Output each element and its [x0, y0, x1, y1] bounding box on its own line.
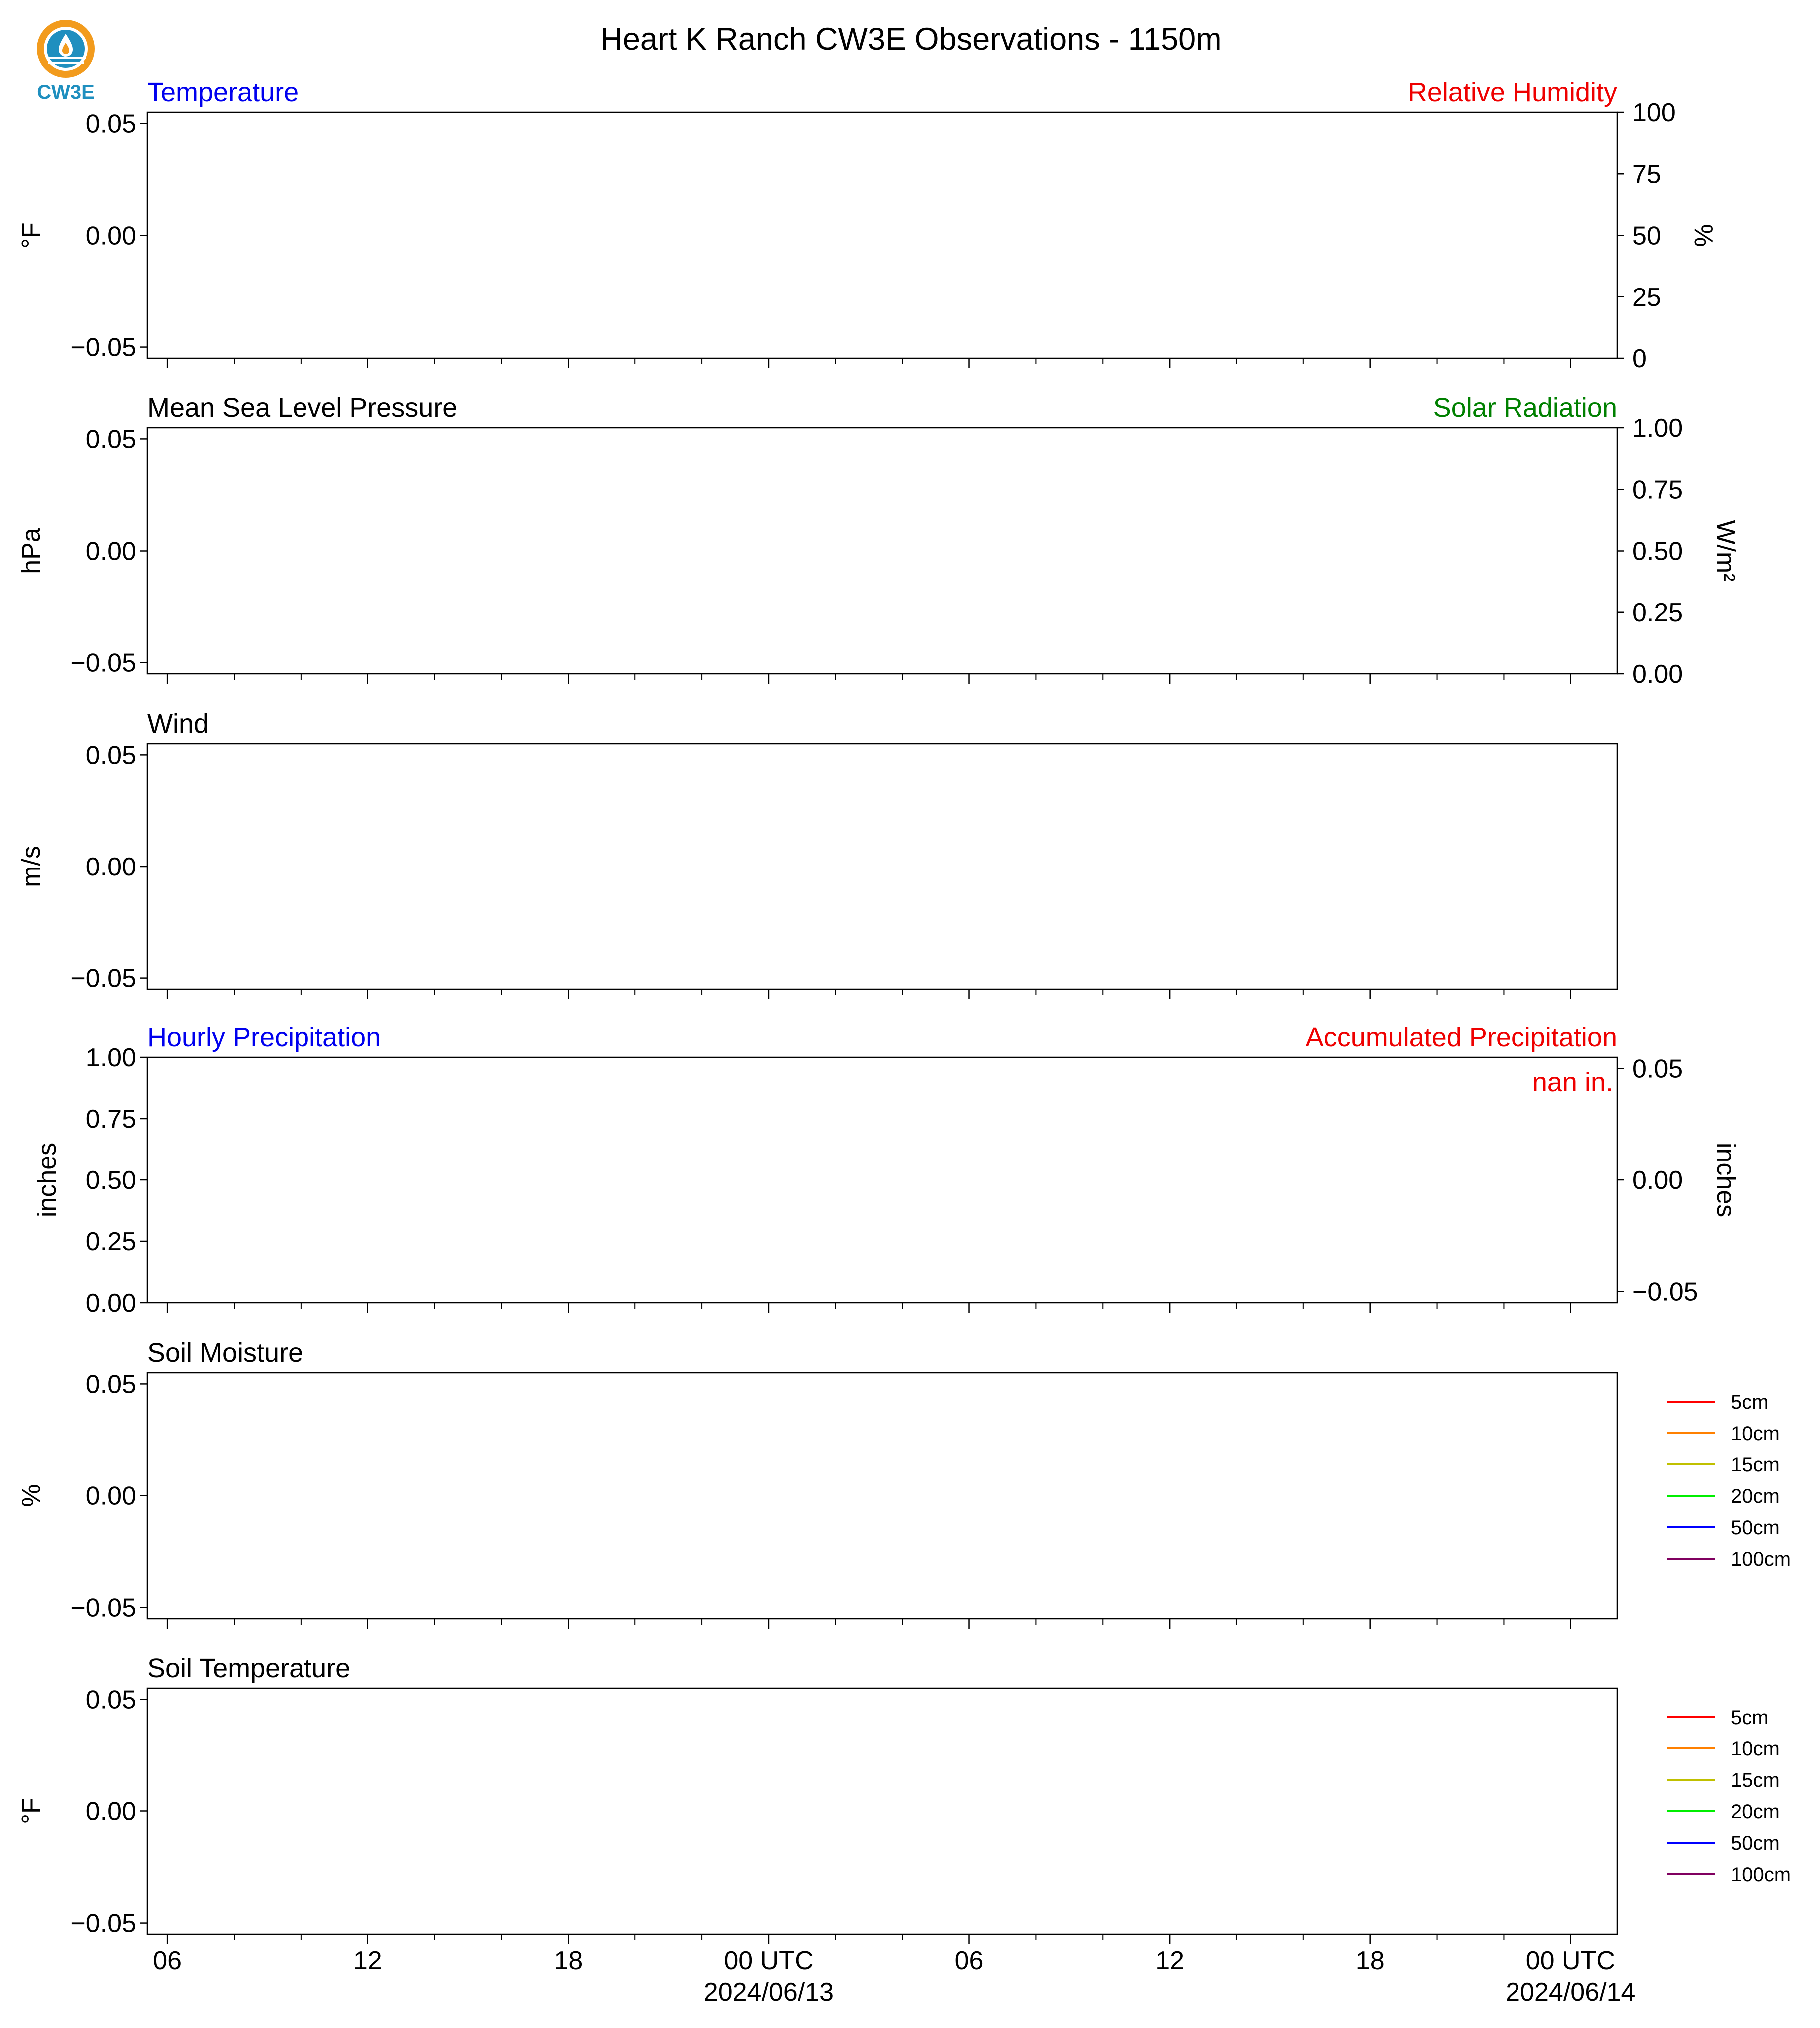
- y-tick-label-right: 0.00: [1632, 660, 1683, 689]
- panel-title-left: Hourly Precipitation: [147, 1022, 381, 1052]
- y-tick-label-right: 75: [1632, 160, 1661, 189]
- y-axis-label: m/s: [17, 846, 46, 887]
- y-axis-label: °F: [17, 222, 46, 249]
- y-tick-label-right: 25: [1632, 283, 1661, 312]
- panel-title-left: Wind: [147, 709, 209, 739]
- panel-title-right: Solar Radiation: [1433, 393, 1617, 423]
- y-tick-label: −0.05: [70, 1909, 136, 1938]
- y-tick-label: 0.00: [85, 853, 136, 881]
- y-tick-label: −0.05: [70, 1593, 136, 1623]
- panel-title-right: Accumulated Precipitation: [1305, 1022, 1617, 1052]
- y-tick-label: 0.00: [85, 1289, 136, 1318]
- legend-label: 50cm: [1731, 1832, 1780, 1854]
- annotation: nan in.: [1532, 1067, 1613, 1097]
- y-tick-label: 0.75: [85, 1105, 136, 1134]
- panel-title-left: Soil Temperature: [147, 1653, 351, 1683]
- y-tick-label-right: 1.00: [1632, 414, 1683, 443]
- y-tick-label: 0.05: [85, 425, 136, 454]
- y-tick-label-right: 0.00: [1632, 1166, 1683, 1195]
- chart-panel-4: [33, 1022, 1740, 1318]
- y-tick-label: −0.05: [70, 333, 136, 362]
- chart-panel-6: [17, 1653, 1791, 1944]
- x-tick-date: 2024/06/13: [703, 1978, 834, 2007]
- y-tick-label-right: 0.25: [1632, 598, 1683, 627]
- chart-panel-3: [17, 709, 1617, 999]
- logo-text: CW3E: [37, 81, 95, 103]
- legend-label: 10cm: [1731, 1423, 1780, 1445]
- y-tick-label: 0.05: [85, 109, 136, 139]
- y-tick-label-right: 0.75: [1632, 475, 1683, 505]
- y-tick-label-right: 0: [1632, 344, 1647, 373]
- panel-title-left: Soil Moisture: [147, 1338, 303, 1368]
- y-tick-label: 0.00: [85, 221, 136, 251]
- y-axis-label-right: W/m²: [1711, 520, 1740, 582]
- y-tick-label: 1.00: [85, 1043, 136, 1072]
- legend-label: 15cm: [1731, 1454, 1780, 1476]
- x-tick-label: 00 UTC: [1525, 1946, 1615, 1975]
- y-tick-label: 0.05: [85, 1370, 136, 1399]
- x-tick-label: 06: [153, 1946, 182, 1975]
- legend-label: 20cm: [1731, 1485, 1780, 1507]
- x-tick-label: 06: [954, 1946, 984, 1975]
- y-axis-label: inches: [33, 1142, 62, 1218]
- y-axis-label: %: [17, 1484, 46, 1507]
- legend: [1667, 1391, 1791, 1570]
- x-tick-label: 12: [353, 1946, 382, 1975]
- y-tick-label-right: 0.50: [1632, 537, 1683, 566]
- y-tick-label-right: −0.05: [1632, 1277, 1698, 1307]
- legend-label: 100cm: [1731, 1548, 1791, 1570]
- plot-frame: [147, 1688, 1617, 1934]
- legend-label: 50cm: [1731, 1517, 1780, 1539]
- plot-frame: [147, 428, 1617, 674]
- panel-title-left: Temperature: [147, 77, 299, 107]
- y-tick-label: 0.50: [85, 1166, 136, 1195]
- y-tick-label: 0.00: [85, 1481, 136, 1511]
- y-tick-label: 0.00: [85, 537, 136, 566]
- chart-panel-5: [17, 1338, 1791, 1629]
- y-axis-label: °F: [17, 1798, 46, 1824]
- legend-label: 5cm: [1731, 1707, 1769, 1729]
- x-tick-date: 2024/06/14: [1506, 1978, 1636, 2007]
- legend-label: 100cm: [1731, 1864, 1791, 1886]
- figure-title: Heart K Ranch CW3E Observations - 1150m: [600, 22, 1222, 57]
- y-tick-label-right: 100: [1632, 98, 1676, 127]
- legend-label: 5cm: [1731, 1391, 1769, 1413]
- y-axis-label-right: %: [1689, 224, 1718, 247]
- panel-title-left: Mean Sea Level Pressure: [147, 393, 458, 423]
- chart-panel-2: [17, 393, 1740, 689]
- plot-frame: [147, 744, 1617, 989]
- chart-panel-1: [17, 77, 1718, 373]
- x-tick-label: 18: [554, 1946, 583, 1975]
- y-tick-label-right: 0.05: [1632, 1054, 1683, 1084]
- y-tick-label-right: 50: [1632, 221, 1661, 251]
- legend: [1667, 1707, 1791, 1886]
- y-axis-label: hPa: [17, 528, 46, 574]
- x-tick-label: 12: [1155, 1946, 1185, 1975]
- y-tick-label: 0.00: [85, 1797, 136, 1826]
- legend-label: 15cm: [1731, 1769, 1780, 1791]
- legend-label: 20cm: [1731, 1801, 1780, 1823]
- panel-title-right: Relative Humidity: [1407, 77, 1617, 107]
- x-tick-label: 18: [1355, 1946, 1385, 1975]
- panels: [17, 77, 1791, 2007]
- legend-label: 10cm: [1731, 1738, 1780, 1760]
- plot-frame: [147, 112, 1617, 358]
- x-tick-label: 00 UTC: [724, 1946, 814, 1975]
- x-axis-labels: [153, 1946, 1635, 2007]
- plot-frame: [147, 1057, 1617, 1303]
- y-tick-label: 0.25: [85, 1227, 136, 1256]
- y-tick-label: −0.05: [70, 648, 136, 678]
- y-tick-label: 0.05: [85, 1685, 136, 1715]
- y-axis-label-right: inches: [1711, 1142, 1740, 1218]
- plot-frame: [147, 1373, 1617, 1619]
- y-tick-label: −0.05: [70, 964, 136, 993]
- y-tick-label: 0.05: [85, 741, 136, 770]
